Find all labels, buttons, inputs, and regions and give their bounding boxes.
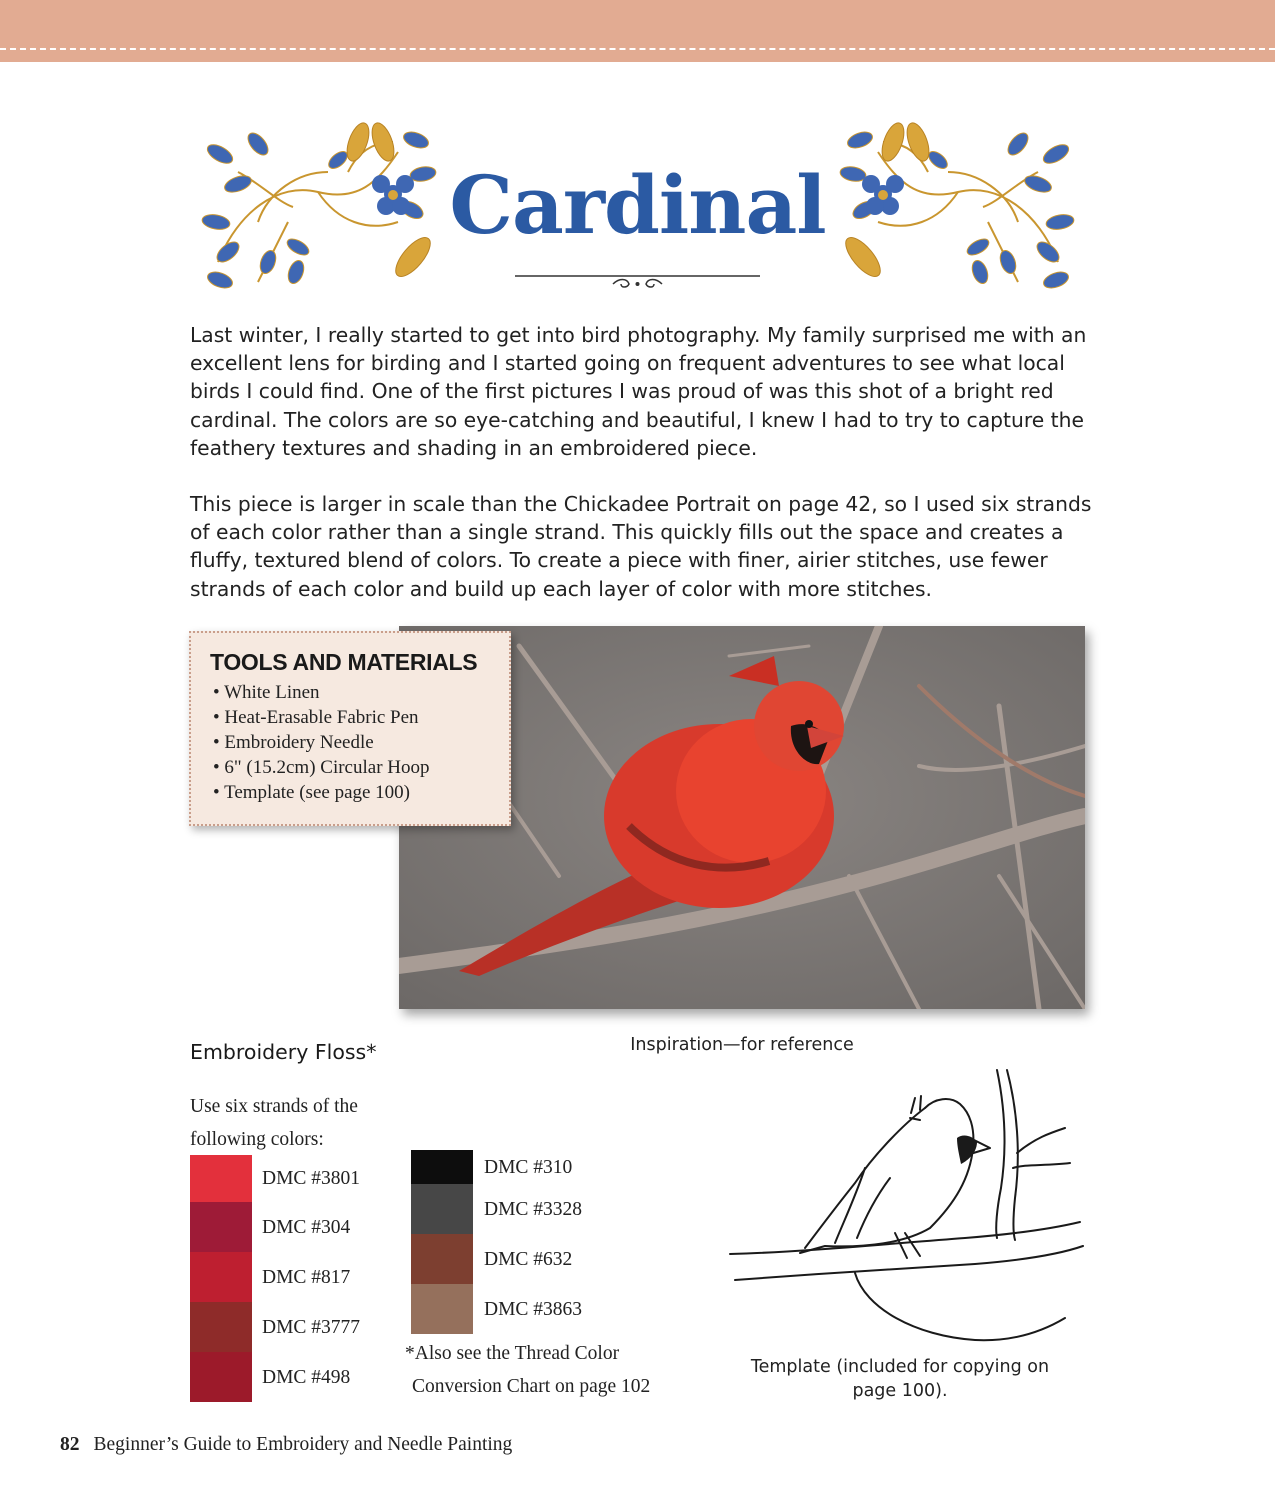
floss-swatch <box>411 1184 473 1234</box>
floral-ornament-left-icon <box>198 112 438 302</box>
floss-swatch <box>411 1150 473 1184</box>
floss-label: DMC #3328 <box>484 1199 583 1220</box>
floss-label: DMC #632 <box>484 1249 573 1270</box>
tools-list <box>210 680 509 805</box>
note-line: Conversion Chart on page 102 <box>412 1376 651 1397</box>
floss-label: DMC #817 <box>262 1267 351 1288</box>
tools-heading: TOOLS AND MATERIALS <box>210 649 478 675</box>
floss-swatch <box>411 1284 473 1334</box>
floss-label: DMC #3777 <box>262 1317 361 1338</box>
tools-list-item: • White Linen <box>213 680 509 705</box>
floss-intro: Use six strands of the following colors: <box>190 1096 358 1150</box>
top-decorative-band <box>0 0 1275 62</box>
title-divider-flourish-icon <box>515 268 760 292</box>
floss-swatch <box>190 1302 252 1352</box>
stitch-line <box>0 48 1275 50</box>
tools-list-item: • Template (see page 100) <box>213 780 509 805</box>
tools-list-item: • Heat-Erasable Fabric Pen <box>213 705 509 730</box>
floss-label: DMC #304 <box>262 1217 351 1238</box>
floss-swatch <box>190 1155 252 1202</box>
floss-swatch <box>190 1352 252 1402</box>
page-footer <box>60 1432 512 1458</box>
floss-heading: Embroidery Floss* <box>190 1040 377 1064</box>
floss-swatch <box>190 1252 252 1302</box>
template-caption: Template (included for copying on page 100). <box>750 1357 1050 1401</box>
book-title: Beginner’s Guide to Embroidery and Needle Painting <box>93 1434 513 1455</box>
page-number: 82 <box>60 1434 80 1455</box>
note-line: *Also see the Thread Color <box>405 1343 620 1364</box>
page-title: Cardinal <box>449 158 826 252</box>
tools-list-item: • Embroidery Needle <box>213 730 509 755</box>
tools-list-item: • 6" (15.2cm) Circular Hoop <box>213 755 509 780</box>
conversion-chart-note <box>405 1337 705 1403</box>
tools-and-materials-box <box>189 631 511 826</box>
floss-swatch <box>190 1202 252 1252</box>
photo-caption: Inspiration—for reference <box>630 1035 854 1055</box>
cardinal-template-sketch <box>725 1068 1085 1350</box>
floral-ornament-right-icon <box>838 112 1078 302</box>
intro-paragraph: Last winter, I really started to get into bird photography. My family surprised me with an excellent lens for birding and I started going on frequent adventures to see what local birds I could find. One of the first pictures I was proud of was this shot of a bright red cardinal. The colors are so eye-catching and beautiful, I knew I had to try to capture the feathery textures and shading in an embroidered piece. <box>190 323 1087 460</box>
floss-swatch <box>411 1234 473 1284</box>
floss-label: DMC #3863 <box>484 1299 583 1320</box>
intro-paragraph: This piece is larger in scale than the Chickadee Portrait on page 42, so I used six strands of each color rather than a single strand. This quickly fills out the space and creates a fluffy, textured blend of colors. To create a piece with finer, airier stitches, use fewer strands of each color and build up each layer of color with more stitches. <box>190 492 1092 601</box>
floss-label: DMC #498 <box>262 1367 351 1388</box>
floss-label: DMC #3801 <box>262 1168 361 1189</box>
floss-label: DMC #310 <box>484 1157 573 1178</box>
